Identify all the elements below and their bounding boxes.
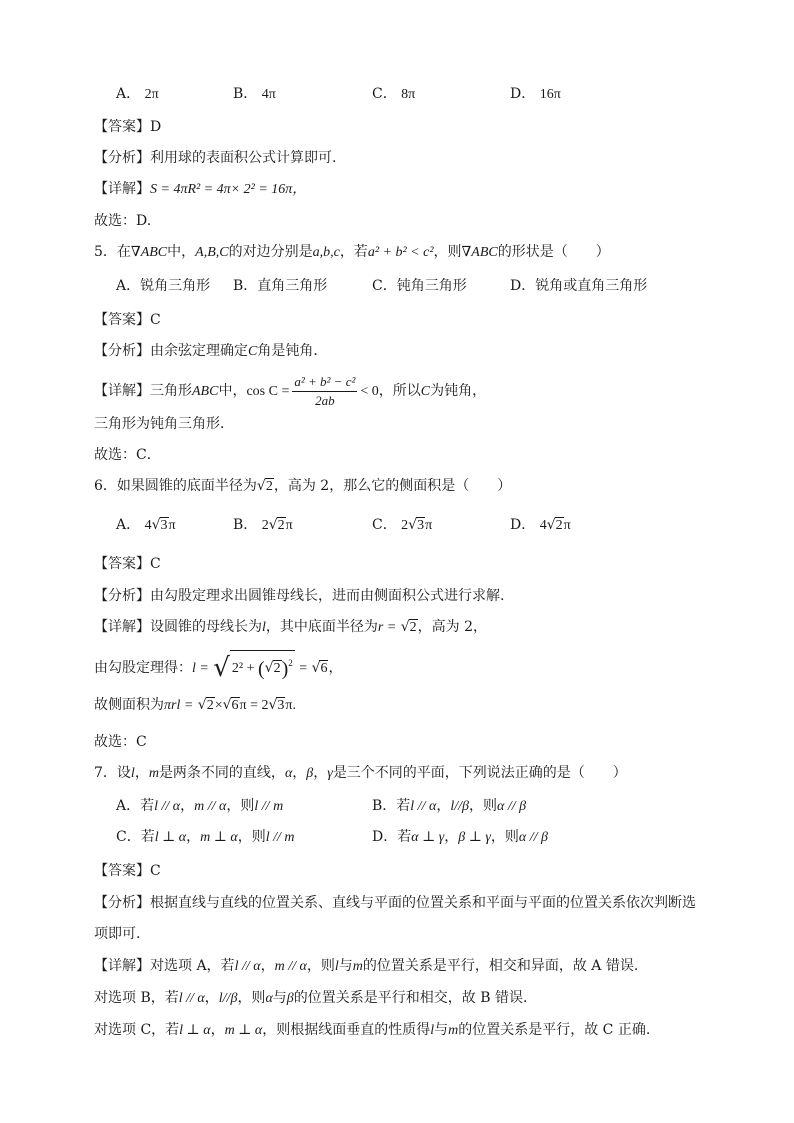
- q7-option-c: C．若l ⊥ α，m ⊥ α，则l // m: [116, 829, 295, 845]
- q7-detail-b: 对选项 B，若l // α，l//β，则α与β的位置关系是平行和相交，故 B 错误.: [94, 990, 528, 1006]
- q5-detail: 【详解】三角形ABC中，cos C = $\frac{\text{a² + b² − c²}}{2ab}$ < 0，所以C为钝角，: [94, 373, 487, 408]
- q7-analysis-line2: 项即可.: [94, 926, 141, 942]
- q7-stem: 7．设l，m是两条不同的直线，α，β，γ是三个不同的平面，下列说法正确的是（ ）: [94, 765, 627, 781]
- q6-analysis: 【分析】由勾股定理求出圆锥母线长，进而由侧面积公式进行求解.: [94, 588, 505, 604]
- q5-stem: 5．在∇ABC中，A,B,C的对边分别是a,b,c，若a² + b² < c²，则∇ABC的形状是（ ）: [94, 244, 610, 260]
- q6-pythagoras: 由勾股定理得：l = √ $2^2 + (√2)^2 = √6$，: [94, 650, 342, 684]
- q5-cos-fraction: $\frac{\text{a² + b² − c²}}{2ab}$: [294, 373, 356, 408]
- q5-option-b: B．直角三角形: [233, 278, 328, 294]
- q7-detail-c: 对选项 C，若l ⊥ α，m ⊥ α，则根据线面垂直的性质得l与m的位置关系是平行，故 C 正确.: [94, 1022, 651, 1038]
- q6-conclusion: 故选：C: [94, 734, 147, 750]
- q5-answer: 【答案】C: [94, 312, 161, 328]
- q6-answer: 【答案】C: [94, 556, 161, 572]
- q5-option-c: C．钝角三角形: [372, 278, 467, 294]
- q6-option-a: A． 4√3π: [116, 517, 176, 533]
- q7-answer: 【答案】C: [94, 863, 161, 879]
- q4-answer: 【答案】D: [94, 119, 162, 135]
- q7-option-d: D．若α ⊥ γ，β ⊥ γ，则α // β: [372, 829, 549, 845]
- q6-area: 故侧面积为πrl = √2×√6π = 2√3π.: [94, 697, 296, 713]
- q6-option-d: D． 4√2π: [510, 517, 571, 533]
- q4-analysis: 【分析】利用球的表面积公式计算即可.: [94, 150, 337, 166]
- q5-option-d: D．锐角或直角三角形: [510, 278, 648, 294]
- q4-option-d: D． 16π: [510, 86, 561, 102]
- q4-option-b: B． 4π: [233, 86, 276, 102]
- q6-option-c: C． 2√3π: [372, 517, 433, 533]
- q7-analysis: 【分析】根据直线与直线的位置关系、直线与平面的位置关系和平面与平面的位置关系依次判断选: [94, 895, 696, 911]
- q5-detail-line2: 三角形为钝角三角形．: [94, 416, 234, 432]
- q5-option-a: A．锐角三角形: [116, 278, 211, 294]
- q5-conclusion: 故选：C．: [94, 447, 161, 463]
- q6-detail: 【详解】设圆锥的母线长为l，其中底面半径为r = √2，高为 2，: [94, 619, 488, 635]
- q5-analysis: 【分析】由余弦定理确定C角是钝角．: [94, 343, 328, 359]
- q7-option-b: B．若l // α，l//β，则α // β: [372, 798, 527, 814]
- q4-option-c: C． 8π: [372, 86, 416, 102]
- q4-option-a: A． 2π: [116, 86, 159, 102]
- q4-detail: 【详解】S = 4πR² = 4π× 2² = 16π，: [94, 181, 307, 197]
- q4-conclusion: 故选：D.: [94, 213, 152, 229]
- q7-detail-a: 【详解】对选项 A，若l // α，m // α，则l与m的位置关系是平行，相交和异面，故 A 错误.: [94, 958, 639, 974]
- q7-option-a: A．若l // α，m // α，则l // m: [116, 798, 284, 814]
- q6-stem: 6．如果圆锥的底面半径为√2，高为 2，那么它的侧面积是（ ）: [94, 478, 512, 494]
- q6-option-b: B． 2√2π: [233, 517, 293, 533]
